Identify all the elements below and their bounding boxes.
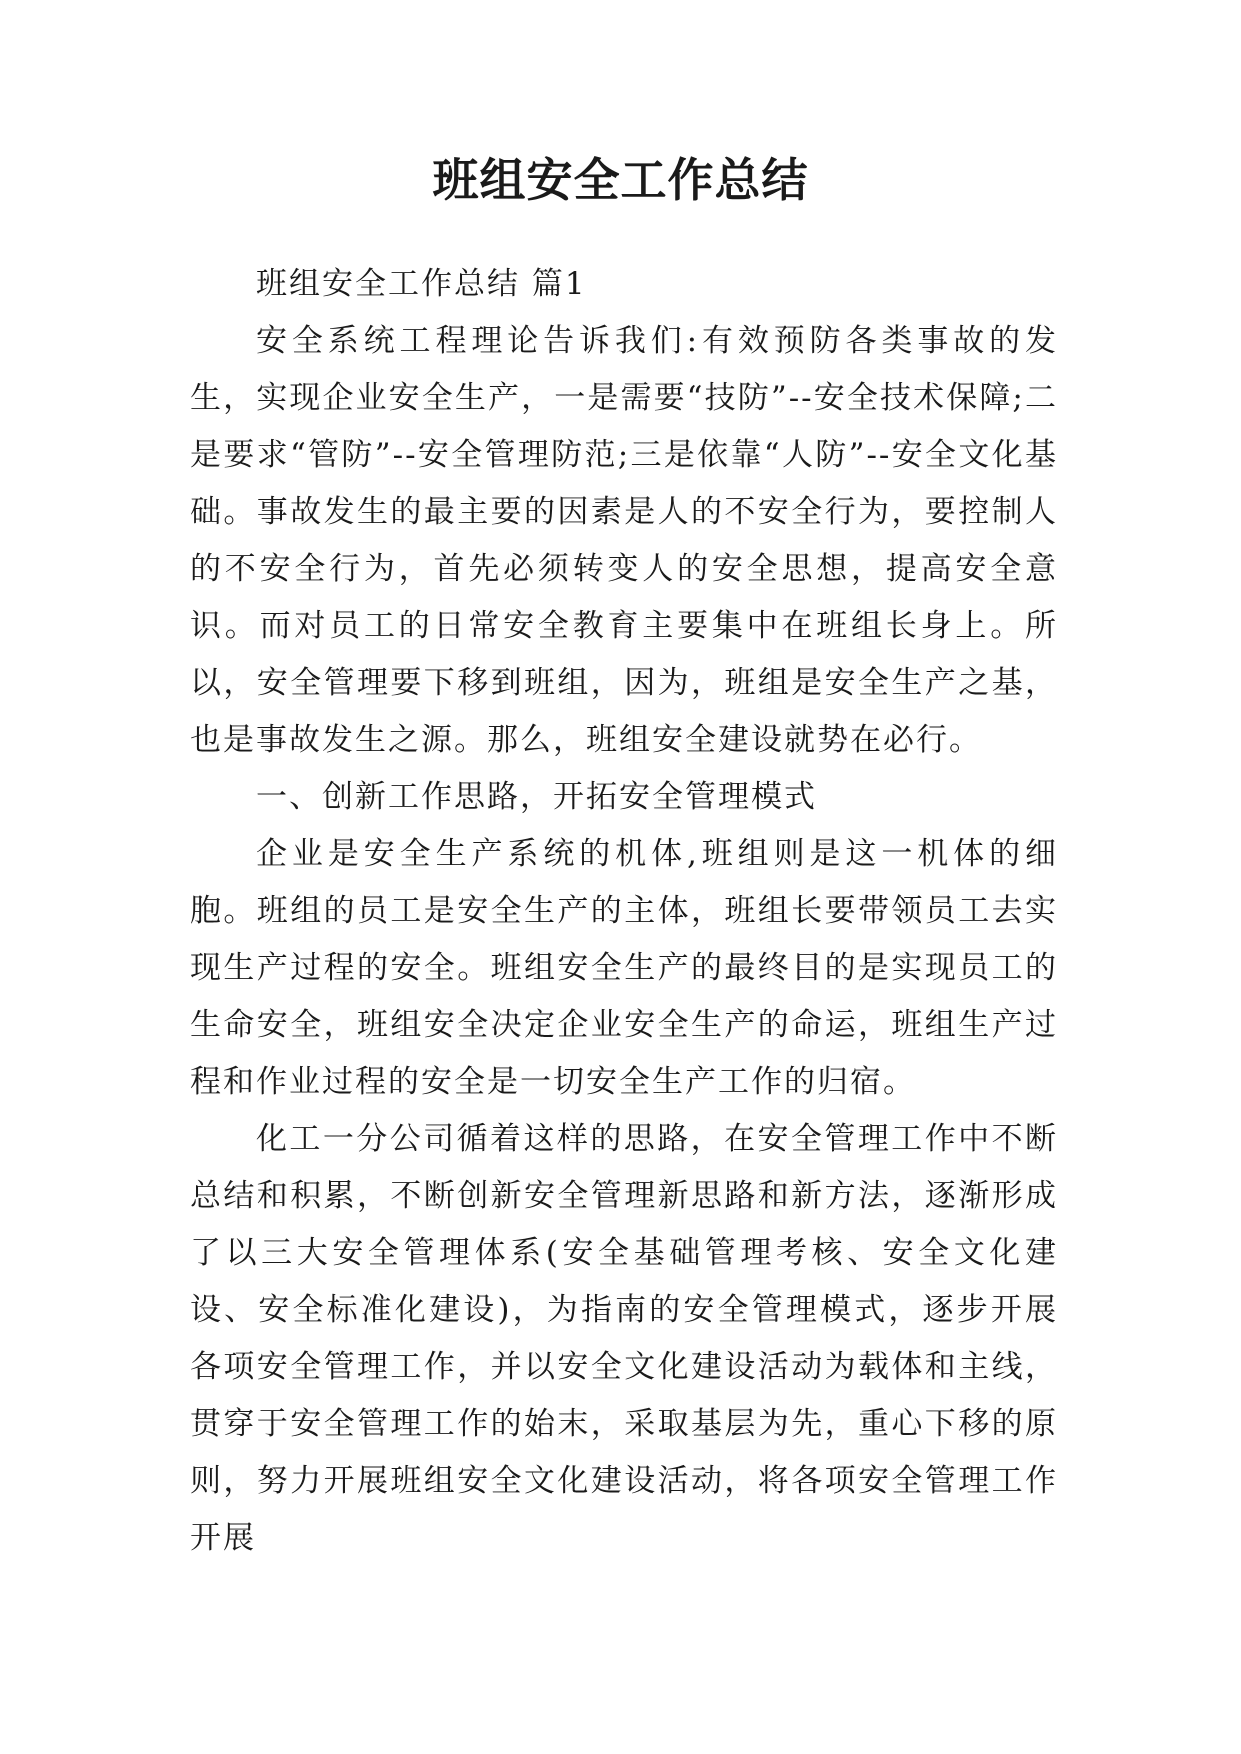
section-heading: 班组安全工作总结 篇1 [256,266,587,302]
document-body [190,256,1058,1567]
paragraph: 化工一分公司循着这样的思路，在安全管理工作中不断总结和积累，不断创新安全管理新思路和新方法，逐渐形成了以三大安全管理体系(安全基础管理考核、安全文化建设、安全标准化建设)，为指南的安全管理模式，逐步开展各项安全管理工作，并以安全文化建设活动为载体和主线，贯穿于安全管理工作的始末，采取基层为先，重心下移的原则，努力开展班组安全文化建设活动，将各项安全管理工作开展 [190,1121,1058,1556]
paragraph: 安全系统工程理论告诉我们:有效预防各类事故的发生，实现企业安全生产，一是需要“技防”--安全技术保障;二是要求“管防”--安全管理防范;三是依靠“人防”--安全文化基础。事故发生的最主要的因素是人的不安全行为，要控制人的不安全行为，首先必须转变人的安全思想，提高安全意识。而对员工的日常安全教育主要集中在班组长身上。所以，安全管理要下移到班组，因为，班组是安全生产之基，也是事故发生之源。那么，班组安全建设就势在必行。 [190,323,1058,758]
subsection-heading: 一、创新工作思路，开拓安全管理模式 [256,779,817,815]
document-title: 班组安全工作总结 [432,153,809,207]
paragraph: 企业是安全生产系统的机体,班组则是这一机体的细胞。班组的员工是安全生产的主体，班组长要带领员工去实现生产过程的安全。班组安全生产的最终目的是实现员工的生命安全，班组安全决定企业安全生产的命运，班组生产过程和作业过程的安全是一切安全生产工作的归宿。 [190,836,1058,1100]
